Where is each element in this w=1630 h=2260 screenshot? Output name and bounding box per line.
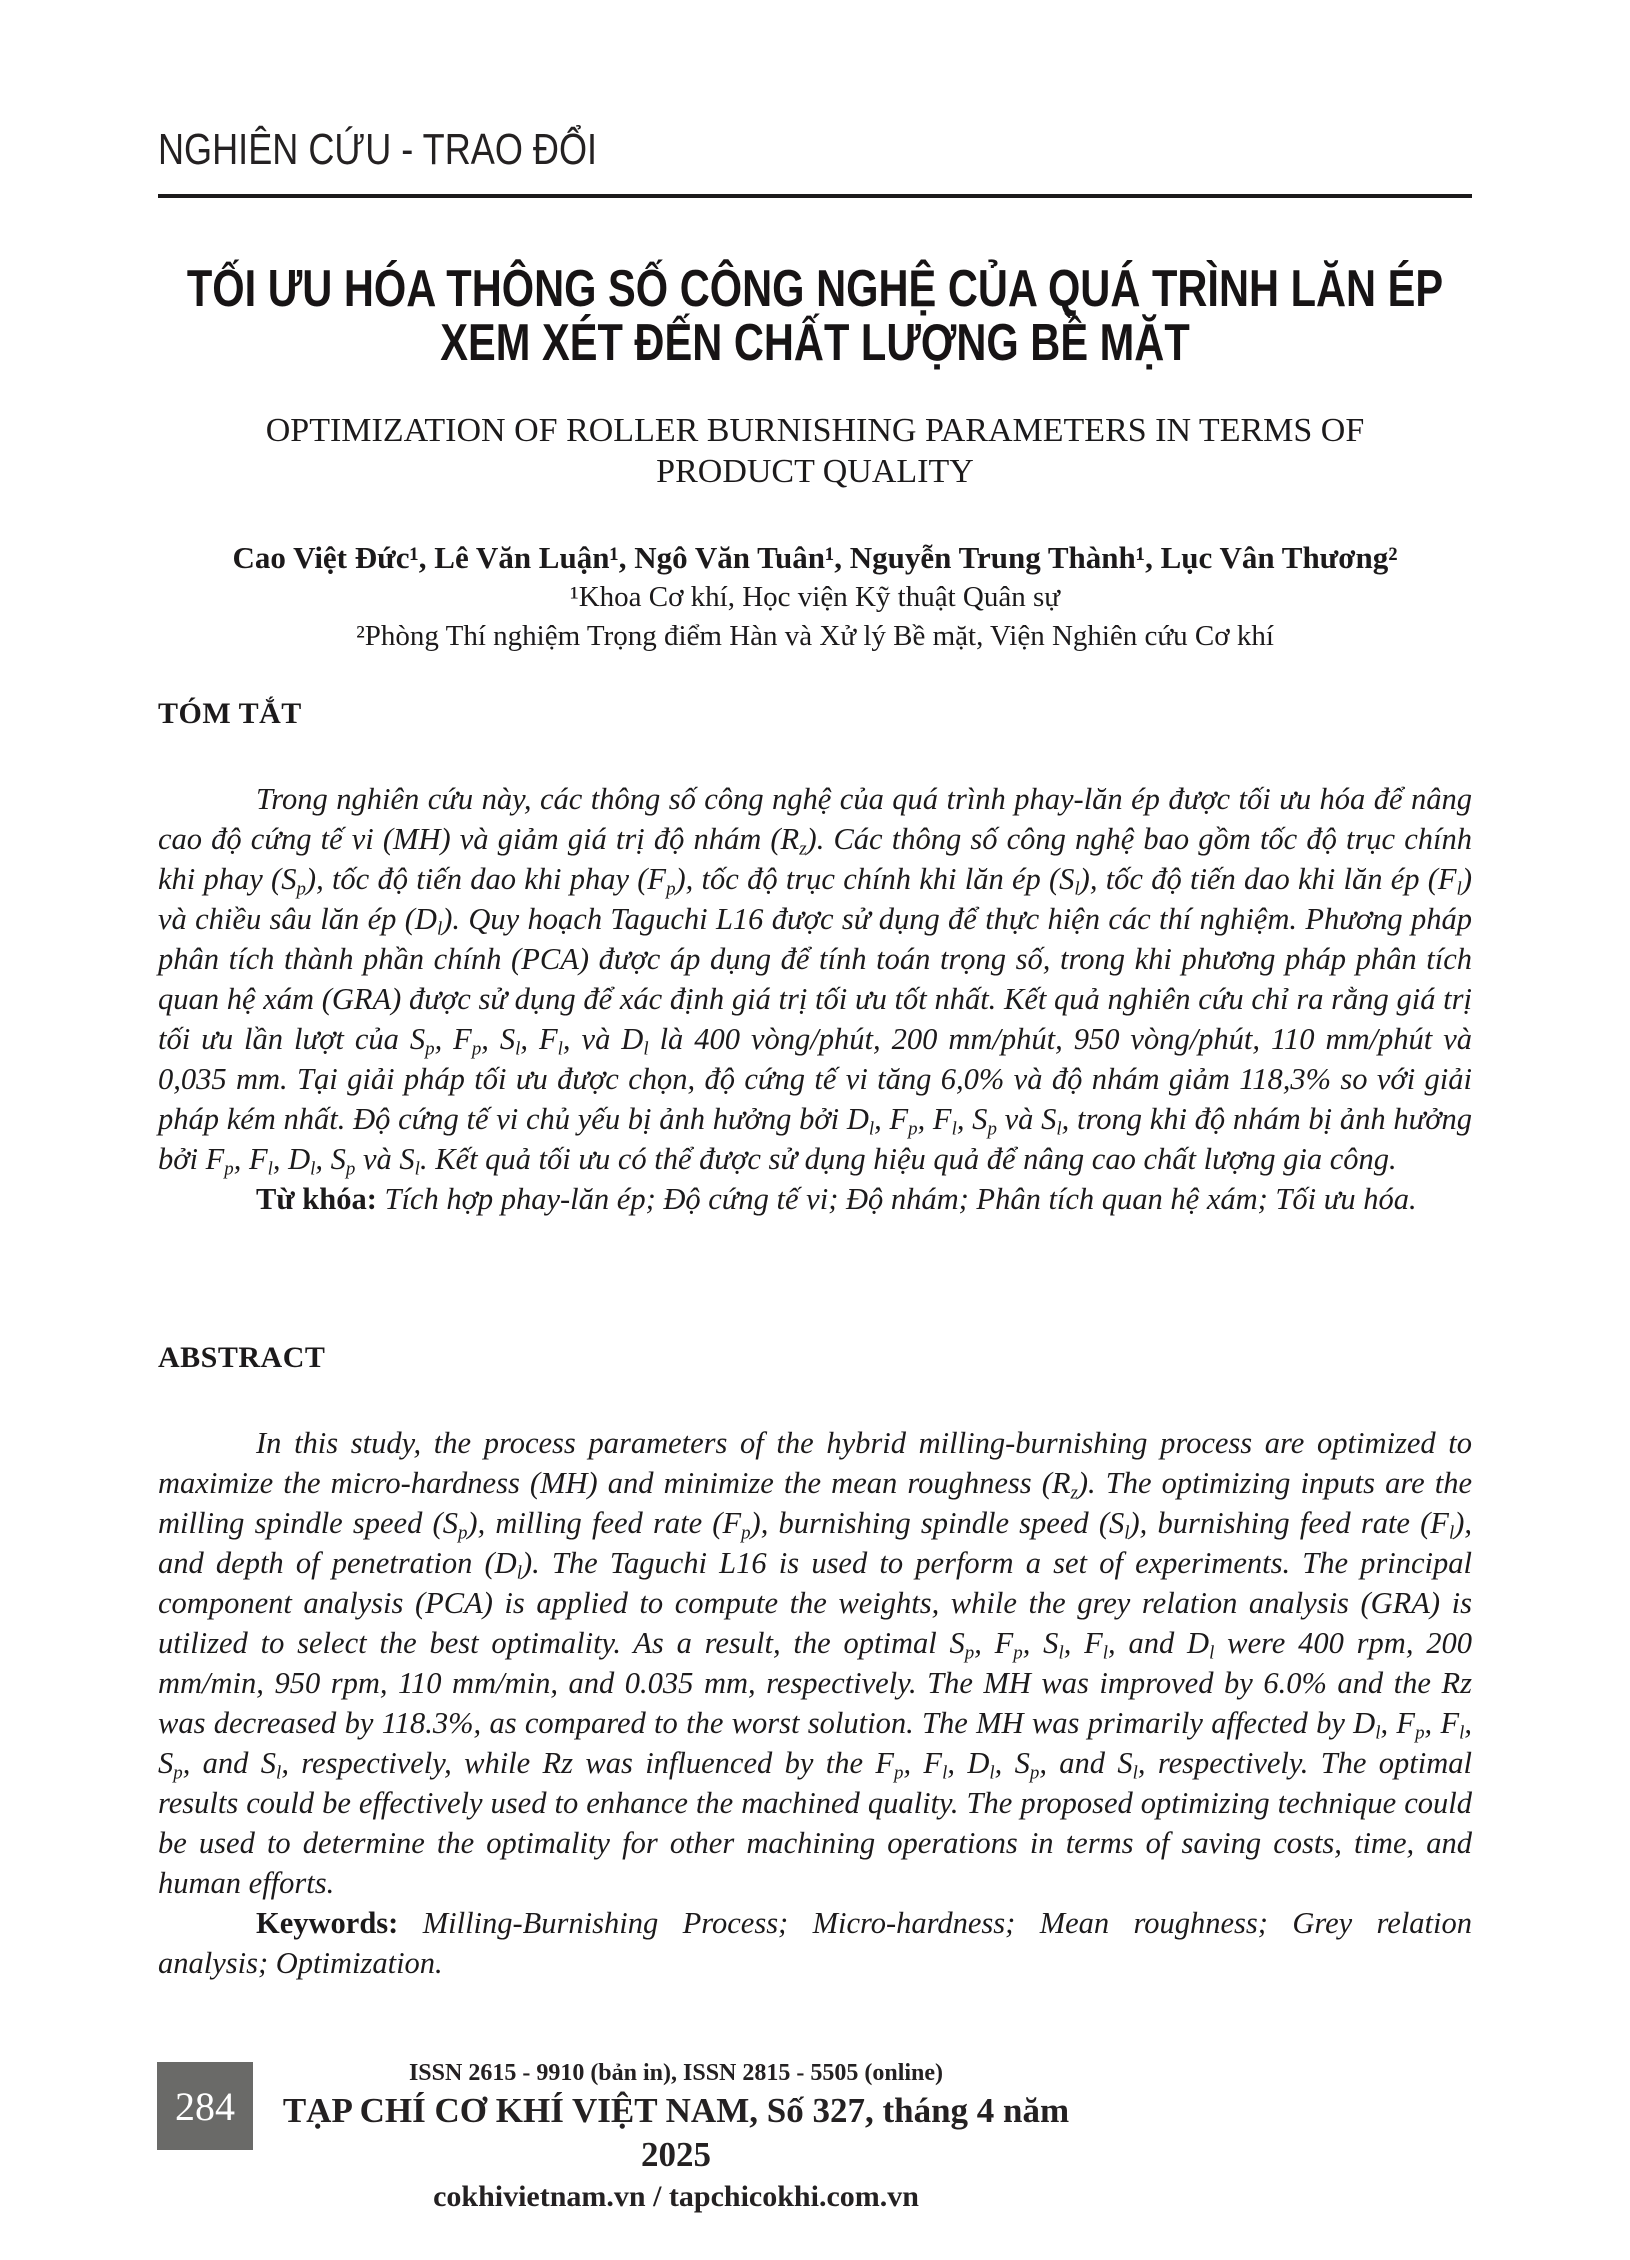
- paper-title-en-line-1: OPTIMIZATION OF ROLLER BURNISHING PARAMETERS IN TERMS OF: [265, 412, 1365, 449]
- footer-issn-line: ISSN 2615 - 9910 (bản in), ISSN 2815 - 5505 (online): [408, 2060, 944, 2086]
- abstract-vi-heading: TÓM TẮT: [158, 697, 302, 730]
- affiliations-block: [0, 578, 1630, 656]
- header-divider-rule: [158, 194, 1472, 198]
- keywords-vi-label: Từ khóa:: [256, 1182, 377, 1216]
- journal-section-header: NGHIÊN CỨU - TRAO ĐỔI: [158, 125, 598, 174]
- paper-title-vi-line-1: TỐI ƯU HÓA THÔNG SỐ CÔNG NGHỆ CỦA QUÁ TRÌNH LĂN ÉP: [186, 260, 1444, 318]
- keywords-en-label: Keywords:: [256, 1906, 399, 1940]
- abstract-en-text: In this study, the process parameters of the hybrid milling-burnishing process are optimized to maximize the micro-hardness (MH) and minimize the mean roughness $(R_z)$. The optimizing inputs are the milling spindle speed $(S_p)$, milling feed rate $(F_p)$, burnishing spindle speed $(S_l)$, burnishing feed rate $(F_l)$, and depth of penetration $(D_l)$. The Taguchi L16 is used to perform a set of experiments. The principal component analysis (PCA) is applied to compute the weights, while the grey relation analysis (GRA) is utilized to select the best optimality. As a result, the optimal $S_p$, $F_p$, $S_l$, $F_l$, and $D_l$ were 400 rpm, 200 mm/min, 950 rpm, 110 mm/min, and 0.035 mm, respectively. The MH was improved by 6.0% and the Rz was decreased by 118.3%, as compared to the worst solution. The MH was primarily affected by $D_l$, $F_p$, $F_l$, $S_p$, and $S_l$, respectively, while Rz was influenced by the $F_p$, $F_l$, $D_l$, $S_p$, and $S_l$, respectively. The optimal results could be effectively used to enhance the machined quality. The proposed optimizing technique could be used to determine the optimality for other machining operations in terms of saving costs, time, and human efforts.: [158, 1426, 1473, 1900]
- paper-title-vi-line-2: XEM XÉT ĐẾN CHẤT LƯỢNG BỀ MẶT: [440, 314, 1190, 372]
- paper-title-english: [0, 410, 1630, 492]
- paper-title-en-line-2: PRODUCT QUALITY: [656, 453, 974, 490]
- keywords-en-text: Milling-Burnishing Process; Micro-hardness; Mean roughness; Grey relation analysis; Optimization.: [158, 1906, 1473, 1980]
- keywords-vi-line: [158, 1179, 1472, 1219]
- authors-line: Cao Việt Đức¹, Lê Văn Luận¹, Ngô Văn Tuân¹, Nguyễn Trung Thành¹, Lục Vân Thương²: [232, 540, 1398, 575]
- affiliation-2: ²Phòng Thí nghiệm Trọng điểm Hàn và Xử lý Bề mặt, Viện Nghiên cứu Cơ khí: [356, 620, 1274, 652]
- page-number-badge: [157, 2062, 253, 2150]
- footer-journal-line: TẠP CHÍ CƠ KHÍ VIỆT NAM, Số 327, tháng 4 năm 2025: [282, 2091, 1070, 2174]
- abstract-vi-block: [158, 779, 1472, 1219]
- abstract-en-block: [158, 1423, 1472, 1983]
- abstract-vi-text: Trong nghiên cứu này, các thông số công nghệ của quá trình phay-lăn ép được tối ưu hóa để nâng cao độ cứng tế vi (MH) và giảm giá trị độ nhám $(R_z)$. Các thông số công nghệ bao gồm tốc độ trục chính khi phay $(S_p)$, tốc độ tiến dao khi phay $(F_p)$, tốc độ trục chính khi lăn ép $(S_l)$, tốc độ tiến dao khi lăn ép $(F_l)$ và chiều sâu lăn ép $(D_l)$. Quy hoạch Taguchi L16 được sử dụng để thực hiện các thí nghiệm. Phương pháp phân tích thành phần chính (PCA) được áp dụng để tính toán trọng số, trong khi phương pháp phân tích quan hệ xám (GRA) được sử dụng để xác định giá trị tối ưu tốt nhất. Kết quả nghiên cứu chỉ ra rằng giá trị tối ưu lần lượt của $S_p$, $F_p$, $S_l$, $F_l$, và $D_l$ là 400 vòng/phút, 200 mm/phút, 950 vòng/phút, 110 mm/phút và 0,035 mm. Tại giải pháp tối ưu được chọn, độ cứng tế vi tăng 6,0% và độ nhám giảm 118,3% so với giải pháp kém nhất. Độ cứng tế vi chủ yếu bị ảnh hưởng bởi $D_l$, $F_p$, $F_l$, $S_p$ và $S_l$, trong khi độ nhám bị ảnh hưởng bởi $F_p$, $F_l$, $D_l$, $S_p$ và $S_l$. Kết quả tối ưu có thể được sử dụng hiệu quả để nâng cao chất lượng gia công.: [158, 782, 1472, 1180]
- affiliation-1: ¹Khoa Cơ khí, Học viện Kỹ thuật Quân sự: [570, 581, 1060, 613]
- keywords-vi-text: Tích hợp phay-lăn ép; Độ cứng tế vi; Độ nhám; Phân tích quan hệ xám; Tối ưu hóa.: [384, 1182, 1417, 1216]
- footer-journal-info: [253, 2058, 1099, 2217]
- page-number: 284: [175, 2083, 235, 2129]
- abstract-en-heading: ABSTRACT: [158, 1341, 326, 1374]
- keywords-en-line: [158, 1903, 1472, 1983]
- footer-url-line: cokhivietnam.vn / tapchicokhi.com.vn: [433, 2180, 919, 2213]
- paper-title-vietnamese: [163, 262, 1467, 370]
